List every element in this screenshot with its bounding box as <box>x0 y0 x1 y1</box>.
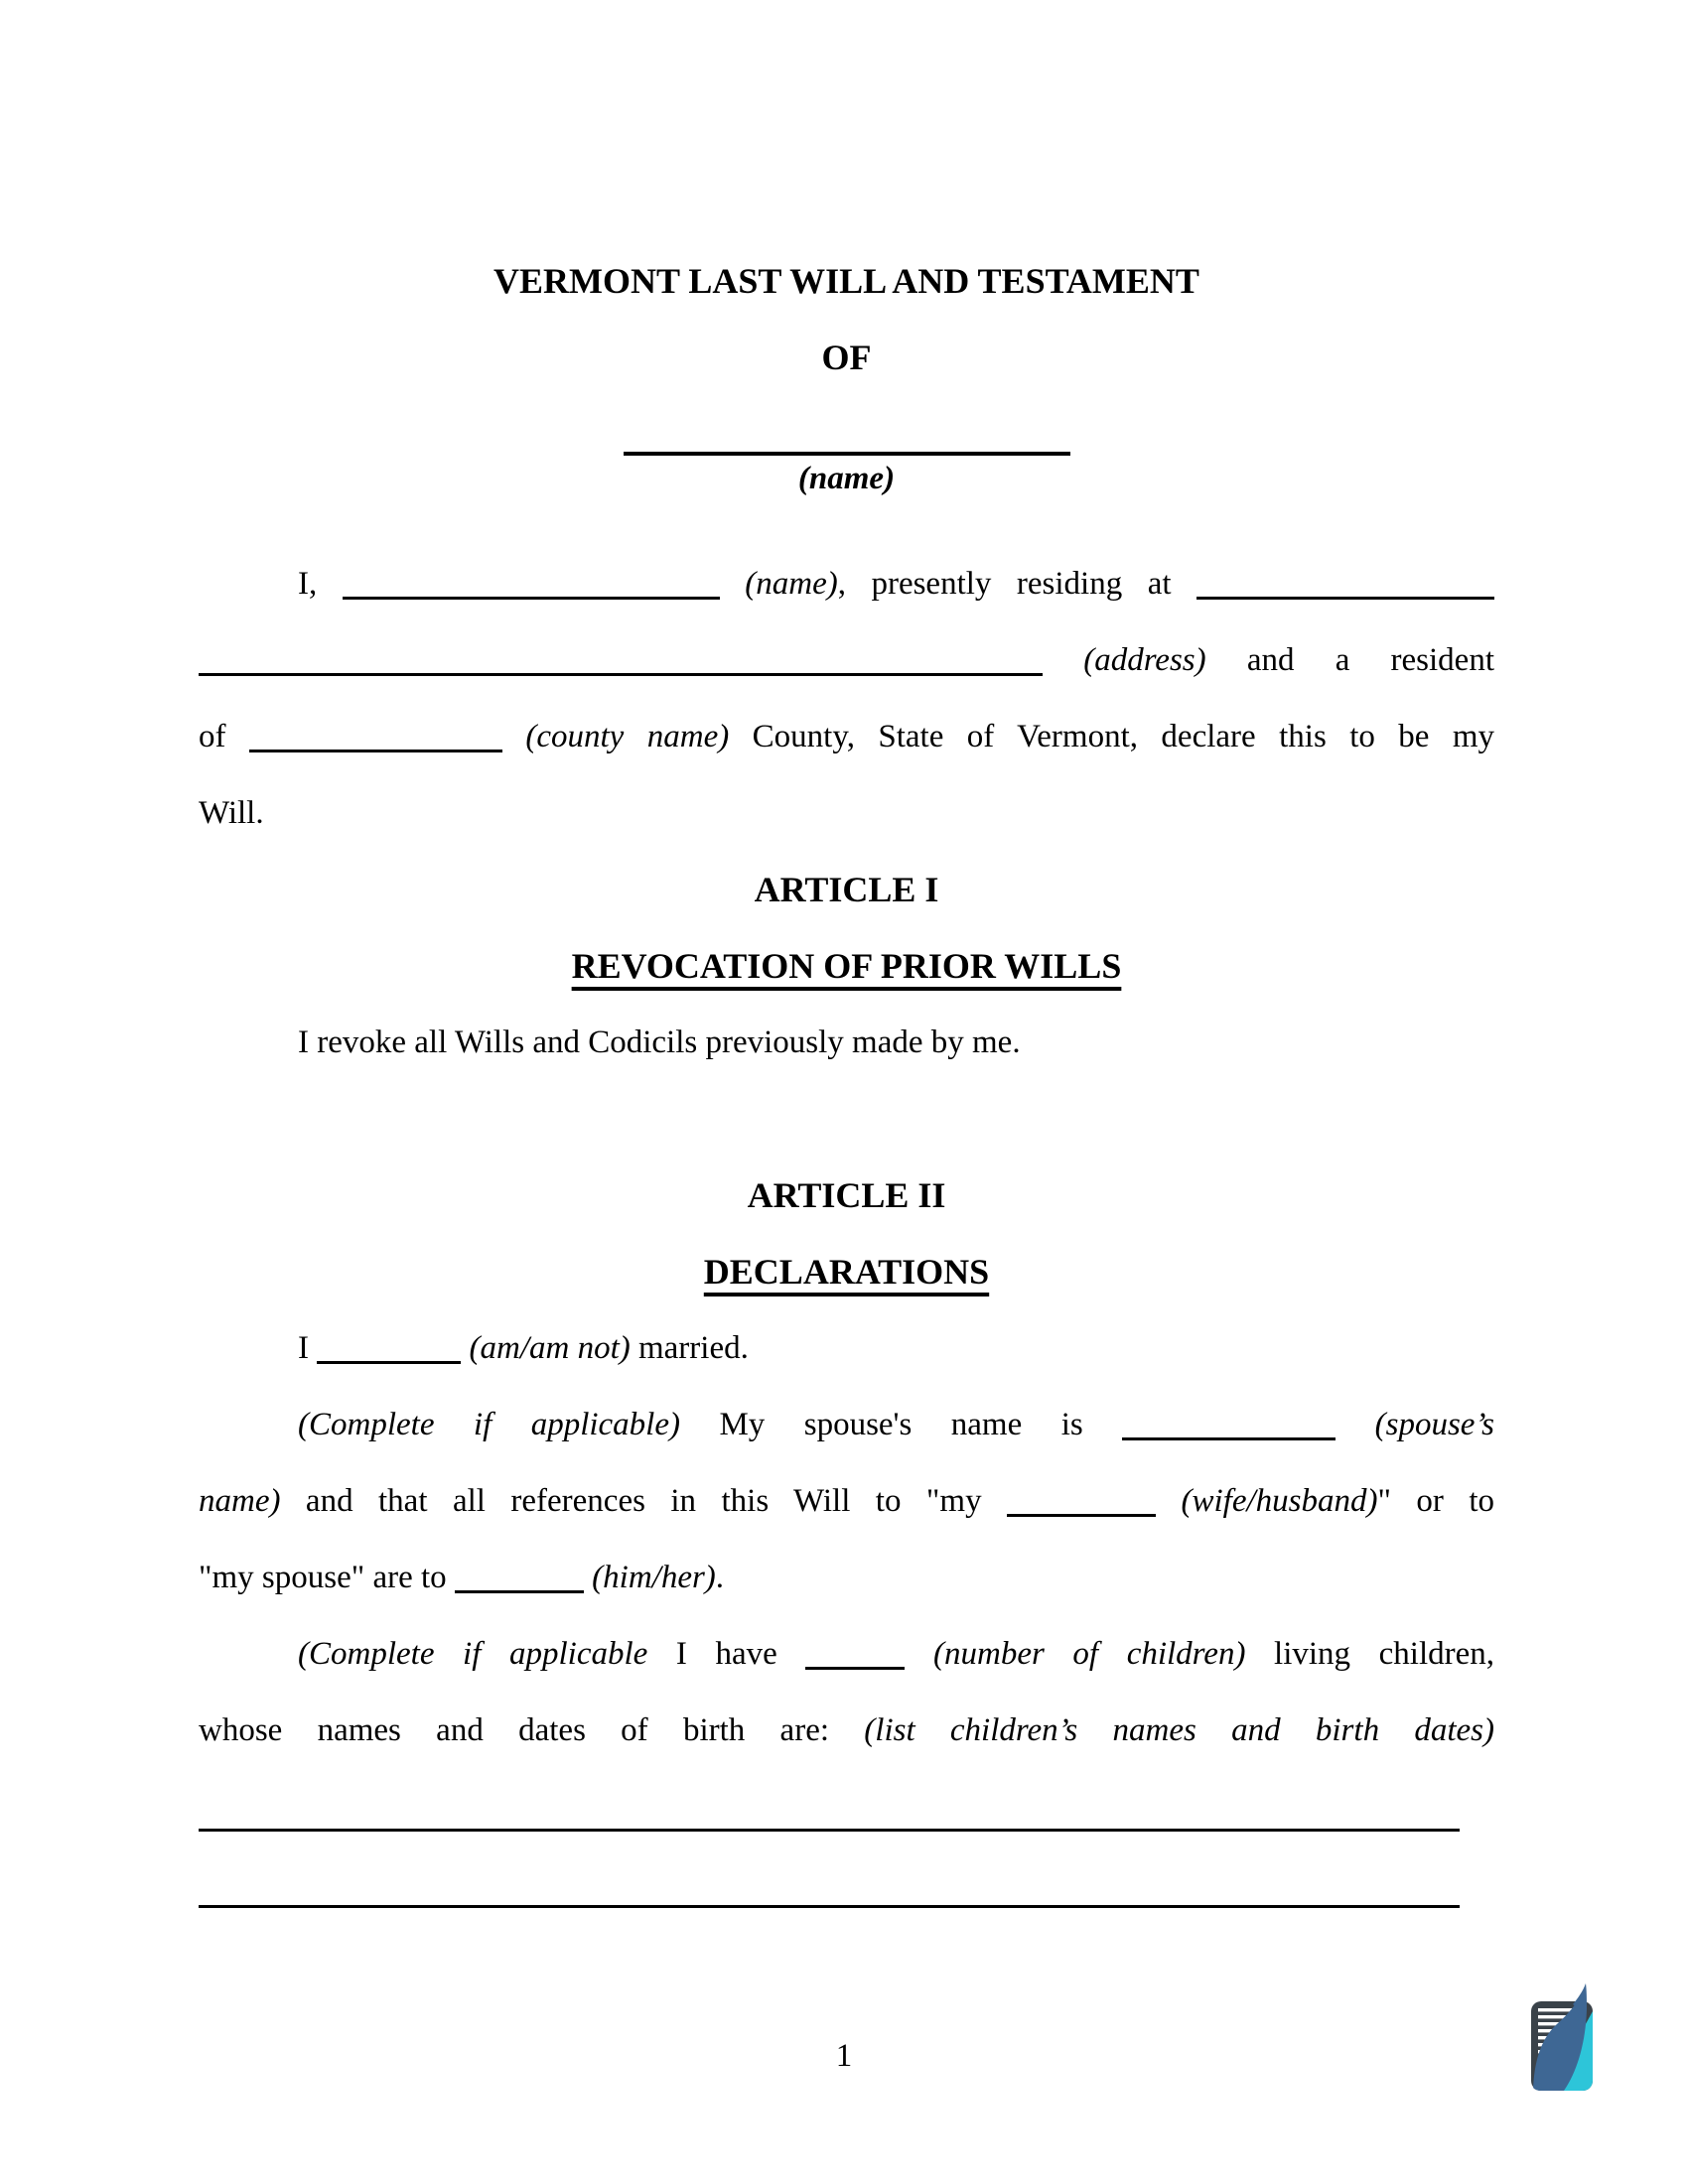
text-segment: "my spouse" are to <box>199 1560 447 1595</box>
text-segment: DECLARATIONS <box>703 1252 990 1292</box>
text-segment: County, State of Vermont, declare this to be my <box>752 719 1495 754</box>
revocation-text <box>199 1005 1494 1081</box>
children-line-1 <box>199 1616 1494 1693</box>
text-segment: whose names and dates of birth are: <box>199 1712 830 1748</box>
text-segment: (spouse’s <box>1374 1407 1495 1442</box>
text-segment: and a resident <box>1246 642 1494 678</box>
text-segment: I have <box>675 1636 777 1672</box>
formspal-logo-icon <box>1529 1983 1597 2093</box>
text-segment: (address) <box>1083 642 1206 678</box>
text-segment: ARTICLE I <box>754 870 939 909</box>
text-segment: and that all references in this Will to "my <box>305 1483 982 1519</box>
text-segment: (name) <box>797 461 896 496</box>
article-2-subheading <box>199 1234 1494 1310</box>
blank-field <box>199 665 1043 676</box>
marital-status-line <box>199 1310 1494 1387</box>
article-1-subheading <box>199 928 1494 1005</box>
text-segment: . <box>715 1560 725 1595</box>
blank-field <box>317 1353 461 1364</box>
text-segment: " or to <box>1377 1483 1494 1519</box>
blank-field <box>455 1582 584 1593</box>
blank-field <box>1196 589 1494 600</box>
spouse-line-2 <box>199 1463 1494 1540</box>
text-segment: (wife/husband) <box>1181 1483 1378 1519</box>
text-segment: (number of children) <box>933 1636 1246 1672</box>
blank-field <box>343 589 720 600</box>
text-segment: of <box>199 719 226 754</box>
text-segment: I, <box>298 566 318 602</box>
article-1-heading <box>199 852 1494 928</box>
opening-line-2 <box>199 622 1494 699</box>
text-segment: (list children’s names and birth dates) <box>864 1712 1494 1748</box>
article-2-heading <box>199 1158 1494 1234</box>
blank-field <box>1007 1506 1156 1517</box>
spouse-line-3 <box>199 1540 1494 1616</box>
children-line-2 <box>199 1693 1494 1769</box>
text-segment: (am/am not) <box>469 1330 631 1366</box>
opening-line-1 <box>199 546 1494 622</box>
text-segment: , presently residing at <box>837 566 1172 602</box>
text-segment: OF <box>821 338 872 377</box>
blank-field <box>805 1659 905 1670</box>
document-title <box>199 243 1494 320</box>
text-segment: REVOCATION OF PRIOR WILLS <box>571 946 1122 986</box>
text-segment: living children, <box>1274 1636 1495 1672</box>
text-segment: I revoke all Wills and Codicils previously made by me. <box>298 1024 1021 1060</box>
opening-line-3 <box>199 699 1494 775</box>
title-of <box>199 320 1494 396</box>
text-segment: (Complete if applicable <box>298 1636 648 1672</box>
spouse-line-1 <box>199 1387 1494 1463</box>
blank-field <box>1122 1430 1336 1440</box>
text-segment: (county name) <box>525 719 730 754</box>
text-segment: ARTICLE II <box>747 1175 946 1215</box>
text-segment: VERMONT LAST WILL AND TESTAMENT <box>493 261 1199 301</box>
name-caption <box>199 456 1494 501</box>
text-segment: married. <box>637 1330 749 1366</box>
page-number: 1 <box>835 2038 853 2074</box>
text-segment: (Complete if applicable) <box>298 1407 680 1442</box>
children-blank-line-1 <box>199 1829 1460 1832</box>
will-document-body <box>199 0 1494 1908</box>
text-segment: I <box>298 1330 309 1366</box>
text-segment: (name) <box>745 566 838 602</box>
text-segment: name) <box>199 1483 281 1519</box>
opening-line-4 <box>199 775 1494 852</box>
blank-field <box>249 742 502 752</box>
text-segment: Will. <box>199 795 264 831</box>
text-segment: My spouse's name is <box>719 1407 1083 1442</box>
children-blank-line-2 <box>199 1905 1460 1908</box>
text-segment: (him/her) <box>592 1560 716 1595</box>
spacer-1 <box>199 1081 1494 1158</box>
